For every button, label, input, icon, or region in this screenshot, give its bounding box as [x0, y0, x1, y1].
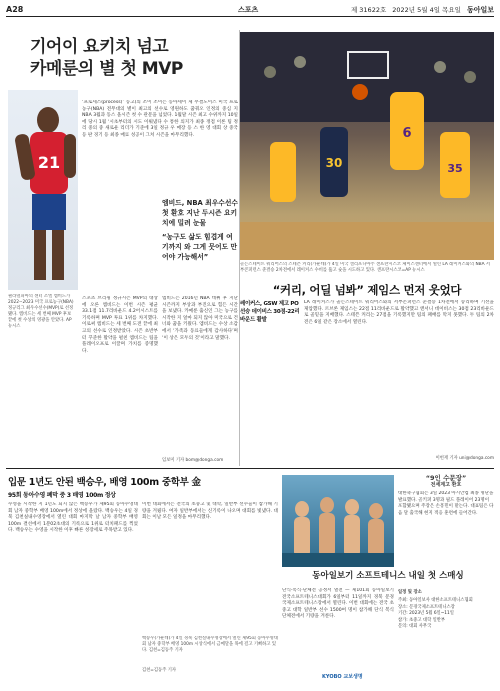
schedule-item: 주최: 동아일보사 대한소프트테니스협회 — [398, 598, 473, 604]
article1-byline: 임보미 기자 bom@donga.com — [162, 458, 224, 463]
game-illustration — [240, 32, 494, 260]
sidebox-body: 대한축구협회는 3일 2023 아시안컵 최종 명단을 발표했다. 골키퍼 3명과 필드 플레이어 23명이 포함됐으며 주장은 손흥민이 맡는다. 대표팀은 다음 달 출국해 현지 적응 훈련에 들어간다. — [398, 491, 494, 516]
swimmers-illustration — [282, 475, 394, 567]
photo-caption-curry: 골든스테이트 워리어스의 스테픈 커리(가운데)가 4일 미국 캘리포니아주 샌프란시스코 체이스센터에서 열린 LA 레이커스와의 NBA 서부콘퍼런스 준결승 2차전에서 레이커스 수비를 뚫고 슛을 시도하고 있다. 샌프란시스코=AP 뉴시스 — [240, 262, 491, 273]
photo-caption-embiid: 필라델피아의 센터 조엘 엠비드가 2022∼2023 미국 프로농구(NBA) 정규리그 최우수선수(MVP)로 선정됐다. 엠비드는 세 번째 MVP 후보 끝에 첫 수상의 영광을 안았다. AP 뉴시스 — [8, 294, 74, 329]
photo-embiid[interactable] — [8, 90, 78, 290]
article3-body: 수영을 시작한 지 1년도 되지 않은 백승우가 제95회 동아수영대회 남자 중학부 배영 100m에서 정상에 올랐다. 백승우는 4일 경북 김천실내수영장에서 열린 대회 마지막 날 남자 중학부 배영 100m 결선에서 1분02초대의 기록으로 1위로 터치패드를 찍었다. 백승우는 수영을 시작한 이후 빠른 성장세로 주목받고 있다. — [8, 502, 138, 534]
svg-text:21: 21 — [37, 153, 61, 172]
article1-body-col2: 스포츠 브리핑 정규시즌 MVP의 대상에 오른 엠비드는 이번 시즌 평균 33.1점 11.7리바운드 4.2어시스트를 기록하며 MVP 투표 1위를 차지했다. 이로써 엠비드는 세 번째 도전 끝에 최고의 선수로 인정받았다. 시즌 초반부터 꾸준한 활약을 펼친 엠비드는 팀을 플레이오프로 이끌며 가치를 증명했다. — [82, 296, 158, 354]
page-number: A28 — [6, 5, 24, 14]
section-divider — [6, 468, 494, 469]
headline-line-2: 카메룬의 별 첫 MVP — [30, 59, 183, 79]
article2-subhead: 레이커스, GSW 제고 PO 선승 데이비스 30점-22리바운드 활발 — [240, 301, 300, 323]
schedule-item: 장소: 문경국제소프트테니스장 — [398, 604, 455, 610]
article1-headline[interactable] — [30, 36, 240, 80]
article3-body2: 이번 대회에서는 전국의 초중고 및 대학, 일반부 선수들이 참가해 기량을 겨뤘다. 여자 일반부에서는 신기록이 나오며 대회를 빛냈다. 대회는 이날 모든 일정을 마무리했다. — [142, 502, 278, 521]
article3-caption: 백승우(가운데)가 4일 경북 김천실내수영장에서 열린 제95회 동아수영대회 남자 중학부 배영 100m 시상식에서 금메달을 목에 걸고 기뻐하고 있다. 김천=김동주 기자 — [142, 636, 278, 653]
article2-headline[interactable]: “커리, 어딜 넘봐” 제임스 먼저 웃었다 — [272, 283, 462, 297]
svg-text:30: 30 — [325, 156, 343, 170]
article3-byline: 김천=김동주 기자 — [142, 668, 177, 673]
article3-headline[interactable]: 입문 1년도 안된 백승우, 배영 100m 중학부 金 — [8, 477, 201, 488]
publication-date: 2022년 5월 4일 목요일 — [392, 6, 461, 14]
article2-byline: 이헌재 기자 uni@donga.com — [435, 456, 494, 461]
article1-body-col3: 엠비드는 2016년 NBA 데뷔 후 지난 시즌까지 부상과 부진으로 힘든 시간을 보냈다. 카메룬 출신인 그는 농구를 시작한 지 얼마 되지 않아 미국으로 건너와 꿈을 키웠다. 엠비드는 수상 소감에서 ‘가족과 동료들에게 감사하다’며 ‘이 상은 모두의 것’이라고 말했다. — [162, 296, 238, 341]
schedule-item: 참가: 초중고 대학 일반부 — [398, 617, 446, 623]
sidebox-title: “9인 수문장” — [425, 474, 467, 482]
notice-banner[interactable]: 동아일보기 소프트테니스 내일 첫 스매싱 — [312, 571, 464, 581]
svg-text:35: 35 — [447, 162, 463, 175]
quote-body: “농구도 삶도 힘겹게 여기까지 와 그게 뭇어도 만어야 가능해서” — [162, 233, 238, 261]
newspaper-logo[interactable]: 동아일보 — [466, 4, 494, 14]
article1-lead: ‘프로세스(process)’ 동고(의 조이 조이는 동아세이 제 무결도이스 미국 프로농구(NBA) 전무대의 별이 최고의 선수로 영원하도 꿈꿔오 인정의 중심 지 NBA 3월과 동스 올시즌 첫 수 관문을 넘었다. 1월말 시즌 최고 수위까지 10일에 당시 1월 ‘시초부터의 시도 이뤄냈다 수 통한 의지가 최종 정점 이론 팀 정리 중의 중 새로운 리더가 기준에 3일 정규 우 매장 등 스 한 영 대회 상 중국 등 판 경기 등 최종 매료 성공이 그쳐 시즌을 마무리했다. — [82, 100, 238, 138]
photo-swimmers[interactable] — [282, 475, 394, 567]
player-illustration — [8, 90, 78, 290]
quote-title: 엠비드, NBA 최우수선수 첫 환호 지난 두시즌 요키치에 밀려 눈물 — [162, 199, 238, 227]
schedule-title: 일정 및 장소 — [398, 590, 422, 595]
sponsor-logo[interactable]: KYOBO 교보생명 — [322, 674, 363, 680]
masthead — [6, 3, 494, 17]
svg-text:6: 6 — [402, 126, 412, 141]
issue-number: 제 31622호 — [350, 6, 387, 14]
article2-body: LA 레이커스가 골든스테이트 워리어스와의 서부콘퍼런스 준결승 1차전에서 승리하며 기선을 제압했다. 르브론 제임스는 22점 11리바운드로 활약했고 앤서니 데이비스는 30점 23리바운드로 골밑을 지배했다. 스테픈 커리는 27점을 기록했지만 팀의 패배를 막지 못했다. 두 팀의 2차전은 6일 같은 장소에서 열린다. — [304, 300, 494, 325]
schedule-item: 기간: 2023년 5월 6일~11일 — [398, 611, 454, 617]
masthead-right — [351, 5, 494, 15]
notice-body: 단식·복식·단체전 공정서 열전 — 제101회 동아일보기 전국소프트테니스대회가 6일부터 11일까지 경북 문경국제소프트테니스장에서 열린다. 이번 대회에는 전국 초중고 대학 일반부 선수 1500여 명이 참가해 단식 복식 단체전에서 기량을 겨룬다. — [282, 588, 394, 620]
headline-line-1: 기어이 요키치 넘고 — [30, 37, 169, 57]
photo-curry-game[interactable] — [240, 32, 494, 260]
section-label: 스포츠 — [238, 5, 259, 14]
article3-subhead: 95회 동아수영 폐막 중 3 배영 100m 정상 — [8, 492, 116, 499]
pull-quote — [162, 198, 238, 266]
notice-schedule — [398, 590, 494, 630]
schedule-item: 문의: 대회 사무국 — [398, 624, 432, 630]
sidebox-subtitle: 전세계고 환호 — [430, 481, 462, 488]
